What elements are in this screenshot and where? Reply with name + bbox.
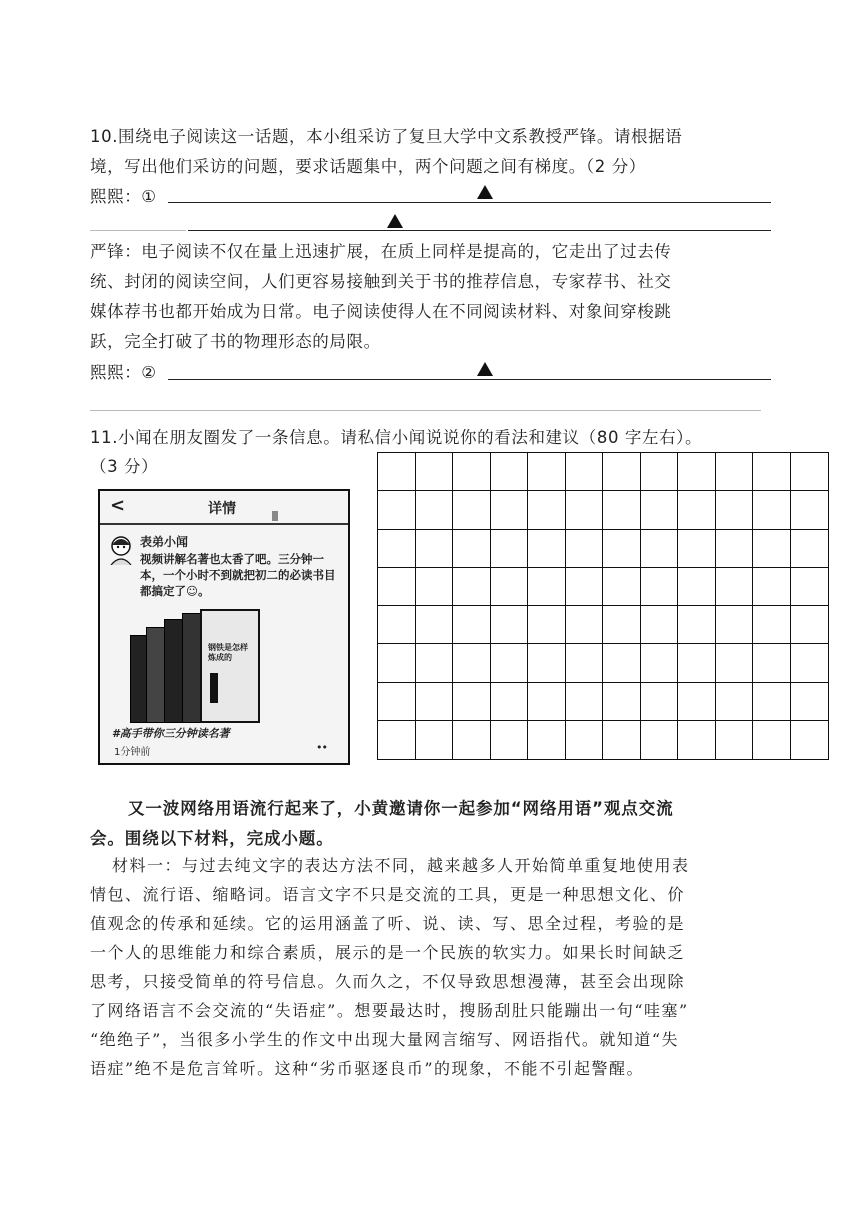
book-cover-title-line: 钢铁是怎样: [208, 643, 248, 652]
grid-cell[interactable]: [453, 721, 491, 759]
grid-cell[interactable]: [641, 491, 679, 529]
material-line: 情包、流行语、缩略词。语言文字不只是交流的工具，更是一种思想文化、价: [90, 885, 686, 904]
grid-cell[interactable]: [453, 606, 491, 644]
post-username: 表弟小闻: [140, 535, 189, 549]
grid-cell[interactable]: [491, 491, 529, 529]
q10-line-1: 10.围绕电子阅读这一话题，本小组采访了复旦大学中文系教授严锋。请根据语: [90, 127, 683, 146]
material-line: 材料一：与过去纯文字的表达方法不同，越来越多人开始简单重复地使用表: [112, 856, 690, 875]
answer-text-line: 统、封闭的阅读空间，人们更容易接触到关于书的推荐信息，专家荐书、社交: [90, 272, 672, 291]
grid-cell[interactable]: [416, 453, 454, 491]
q11-line-1: 11.小闻在朋友圈发了一条信息。请私信小闻说说你的看法和建议（80 字左右）。: [90, 428, 703, 447]
grid-cell[interactable]: [603, 491, 641, 529]
blank-marker-icon: [477, 185, 493, 199]
grid-cell[interactable]: [641, 606, 679, 644]
grid-cell[interactable]: [678, 453, 716, 491]
post-hashtag: #高手带你三分钟读名著: [112, 727, 230, 740]
blank-marker-icon: [387, 214, 403, 228]
section-intro-line: 会。围绕以下材料，完成小题。: [90, 829, 334, 848]
grid-cell[interactable]: [378, 453, 416, 491]
grid-cell[interactable]: [528, 721, 566, 759]
grid-cell[interactable]: [716, 683, 754, 721]
book-spine: [182, 613, 202, 723]
grid-cell[interactable]: [791, 453, 829, 491]
grid-cell[interactable]: [603, 721, 641, 759]
grid-cell[interactable]: [716, 568, 754, 606]
grid-cell[interactable]: [491, 453, 529, 491]
grid-cell[interactable]: [678, 568, 716, 606]
grid-cell[interactable]: [528, 568, 566, 606]
grid-cell[interactable]: [603, 606, 641, 644]
grid-cell[interactable]: [378, 721, 416, 759]
grid-cell[interactable]: [678, 644, 716, 682]
moments-screenshot: [98, 489, 350, 765]
grid-cell[interactable]: [791, 644, 829, 682]
grid-cell[interactable]: [716, 721, 754, 759]
grid-cell[interactable]: [603, 530, 641, 568]
grid-cell[interactable]: [603, 453, 641, 491]
grid-cell[interactable]: [603, 683, 641, 721]
grid-cell[interactable]: [566, 683, 604, 721]
post-text-line: 视频讲解名著也太香了吧。三分钟一: [140, 552, 324, 566]
grid-cell[interactable]: [753, 644, 791, 682]
grid-cell[interactable]: [566, 606, 604, 644]
grid-cell[interactable]: [528, 644, 566, 682]
answer-line-lead: [90, 230, 186, 231]
grid-cell[interactable]: [566, 644, 604, 682]
grid-cell[interactable]: [378, 530, 416, 568]
blank-marker-icon: [477, 362, 493, 376]
grid-cell[interactable]: [791, 491, 829, 529]
grid-cell[interactable]: [603, 644, 641, 682]
grid-cell[interactable]: [641, 453, 679, 491]
q11-line-2: （3 分）: [90, 457, 159, 476]
grid-cell[interactable]: [716, 606, 754, 644]
header-mark: [272, 511, 278, 521]
avatar-icon: [108, 535, 134, 565]
grid-cell[interactable]: [566, 491, 604, 529]
grid-cell[interactable]: [753, 606, 791, 644]
grid-cell[interactable]: [453, 568, 491, 606]
q10-answer-label-1: 熙熙：①: [90, 187, 157, 206]
grid-cell[interactable]: [378, 683, 416, 721]
grid-cell[interactable]: [566, 721, 604, 759]
book-cover-figure: [210, 673, 218, 703]
grid-cell[interactable]: [528, 530, 566, 568]
grid-cell[interactable]: [491, 644, 529, 682]
answer-text-line: 跃，完全打破了书的物理形态的局限。: [90, 332, 381, 351]
post-time: 1分钟前: [114, 747, 151, 758]
grid-cell[interactable]: [491, 568, 529, 606]
material-line: “绝绝子”，当很多小学生的作文中出现大量网言缩写、网语指代。就知道“失: [90, 1030, 680, 1049]
grid-cell[interactable]: [641, 683, 679, 721]
grid-cell[interactable]: [678, 683, 716, 721]
grid-cell[interactable]: [641, 644, 679, 682]
grid-cell[interactable]: [791, 568, 829, 606]
back-icon: <: [110, 495, 126, 516]
grid-cell[interactable]: [716, 530, 754, 568]
grid-cell[interactable]: [791, 683, 829, 721]
answer-text-line: 严锋：电子阅读不仅在量上迅速扩展，在质上同样是提高的，它走出了过去传: [90, 242, 672, 261]
grid-cell[interactable]: [566, 453, 604, 491]
material-line: 值观念的传承和延续。它的运用涵盖了听、说、读、写、思全过程，考验的是: [90, 914, 686, 933]
grid-cell[interactable]: [753, 683, 791, 721]
grid-cell[interactable]: [791, 606, 829, 644]
grid-cell[interactable]: [528, 453, 566, 491]
answer-line-1b[interactable]: [188, 230, 771, 231]
grid-cell[interactable]: [453, 644, 491, 682]
material-line: 一个人的思维能力和综合素质，展示的是一个民族的软实力。如果长时间缺乏: [90, 943, 686, 962]
grid-cell[interactable]: [453, 683, 491, 721]
answer-text-line: 媒体荐书也都开始成为日常。电子阅读使得人在不同阅读材料、对象间穿梭跳: [90, 302, 672, 321]
grid-cell[interactable]: [566, 530, 604, 568]
grid-cell[interactable]: [528, 683, 566, 721]
grid-cell[interactable]: [528, 606, 566, 644]
grid-cell[interactable]: [716, 491, 754, 529]
grid-cell[interactable]: [678, 491, 716, 529]
grid-cell[interactable]: [453, 530, 491, 568]
q10-answer-label-2: 熙熙：②: [90, 363, 157, 382]
book-cover-title-line: 炼成的: [208, 653, 232, 662]
book-cover: [200, 609, 260, 723]
grid-cell[interactable]: [416, 644, 454, 682]
grid-cell[interactable]: [678, 530, 716, 568]
grid-cell[interactable]: [791, 530, 829, 568]
grid-cell[interactable]: [453, 453, 491, 491]
grid-cell[interactable]: [603, 568, 641, 606]
more-icon: ••: [316, 741, 327, 754]
grid-cell[interactable]: [716, 644, 754, 682]
post-text: [140, 551, 336, 599]
answer-line-2b[interactable]: [90, 410, 761, 411]
grid-cell[interactable]: [416, 606, 454, 644]
grid-cell[interactable]: [416, 530, 454, 568]
answer-line-2a[interactable]: [168, 379, 771, 380]
grid-cell[interactable]: [378, 491, 416, 529]
grid-cell[interactable]: [791, 721, 829, 759]
screenshot-title: 详情: [208, 501, 236, 517]
grid-cell[interactable]: [416, 721, 454, 759]
grid-cell[interactable]: [378, 606, 416, 644]
grid-cell[interactable]: [753, 568, 791, 606]
grid-cell[interactable]: [416, 491, 454, 529]
grid-cell[interactable]: [491, 606, 529, 644]
grid-cell[interactable]: [753, 530, 791, 568]
grid-cell[interactable]: [678, 606, 716, 644]
books-photo: [130, 609, 258, 721]
grid-cell[interactable]: [753, 453, 791, 491]
book-cover-title: [208, 643, 248, 663]
grid-cell[interactable]: [753, 491, 791, 529]
grid-cell[interactable]: [678, 721, 716, 759]
grid-cell[interactable]: [566, 568, 604, 606]
grid-cell[interactable]: [416, 568, 454, 606]
grid-cell[interactable]: [753, 721, 791, 759]
grid-cell[interactable]: [453, 491, 491, 529]
section-intro-line: 又一波网络用语流行起来了，小黄邀请你一起参加“网络用语”观点交流: [128, 799, 674, 818]
material-line: 语症”绝不是危言耸听。这种“劣币驱逐良币”的现象，不能不引起警醒。: [90, 1059, 645, 1078]
grid-cell[interactable]: [528, 491, 566, 529]
grid-cell[interactable]: [416, 683, 454, 721]
writing-grid[interactable]: [377, 452, 829, 760]
grid-cell[interactable]: [378, 644, 416, 682]
post-text-line: 都搞定了☺。: [140, 584, 210, 598]
q10-line-2: 境，写出他们采访的问题，要求话题集中，两个问题之间有梯度。（2 分）: [90, 157, 646, 176]
post-text-line: 本，一个小时不到就把初二的必读书目: [140, 568, 336, 582]
grid-cell[interactable]: [641, 568, 679, 606]
grid-cell[interactable]: [491, 530, 529, 568]
grid-cell[interactable]: [491, 683, 529, 721]
material-line: 思考，只接受简单的符号信息。久而久之，不仅导致思想漫薄，甚至会出现除: [90, 972, 686, 991]
grid-cell[interactable]: [641, 721, 679, 759]
material-line: 了网络语言不会交流的“失语症”。想要最达时，搜肠刮肚只能蹦出一句“哇塞”: [90, 1001, 689, 1020]
grid-cell[interactable]: [378, 568, 416, 606]
answer-line-1a[interactable]: [168, 202, 771, 203]
grid-cell[interactable]: [491, 721, 529, 759]
screenshot-header: [100, 491, 348, 525]
grid-cell[interactable]: [716, 453, 754, 491]
grid-cell[interactable]: [641, 530, 679, 568]
